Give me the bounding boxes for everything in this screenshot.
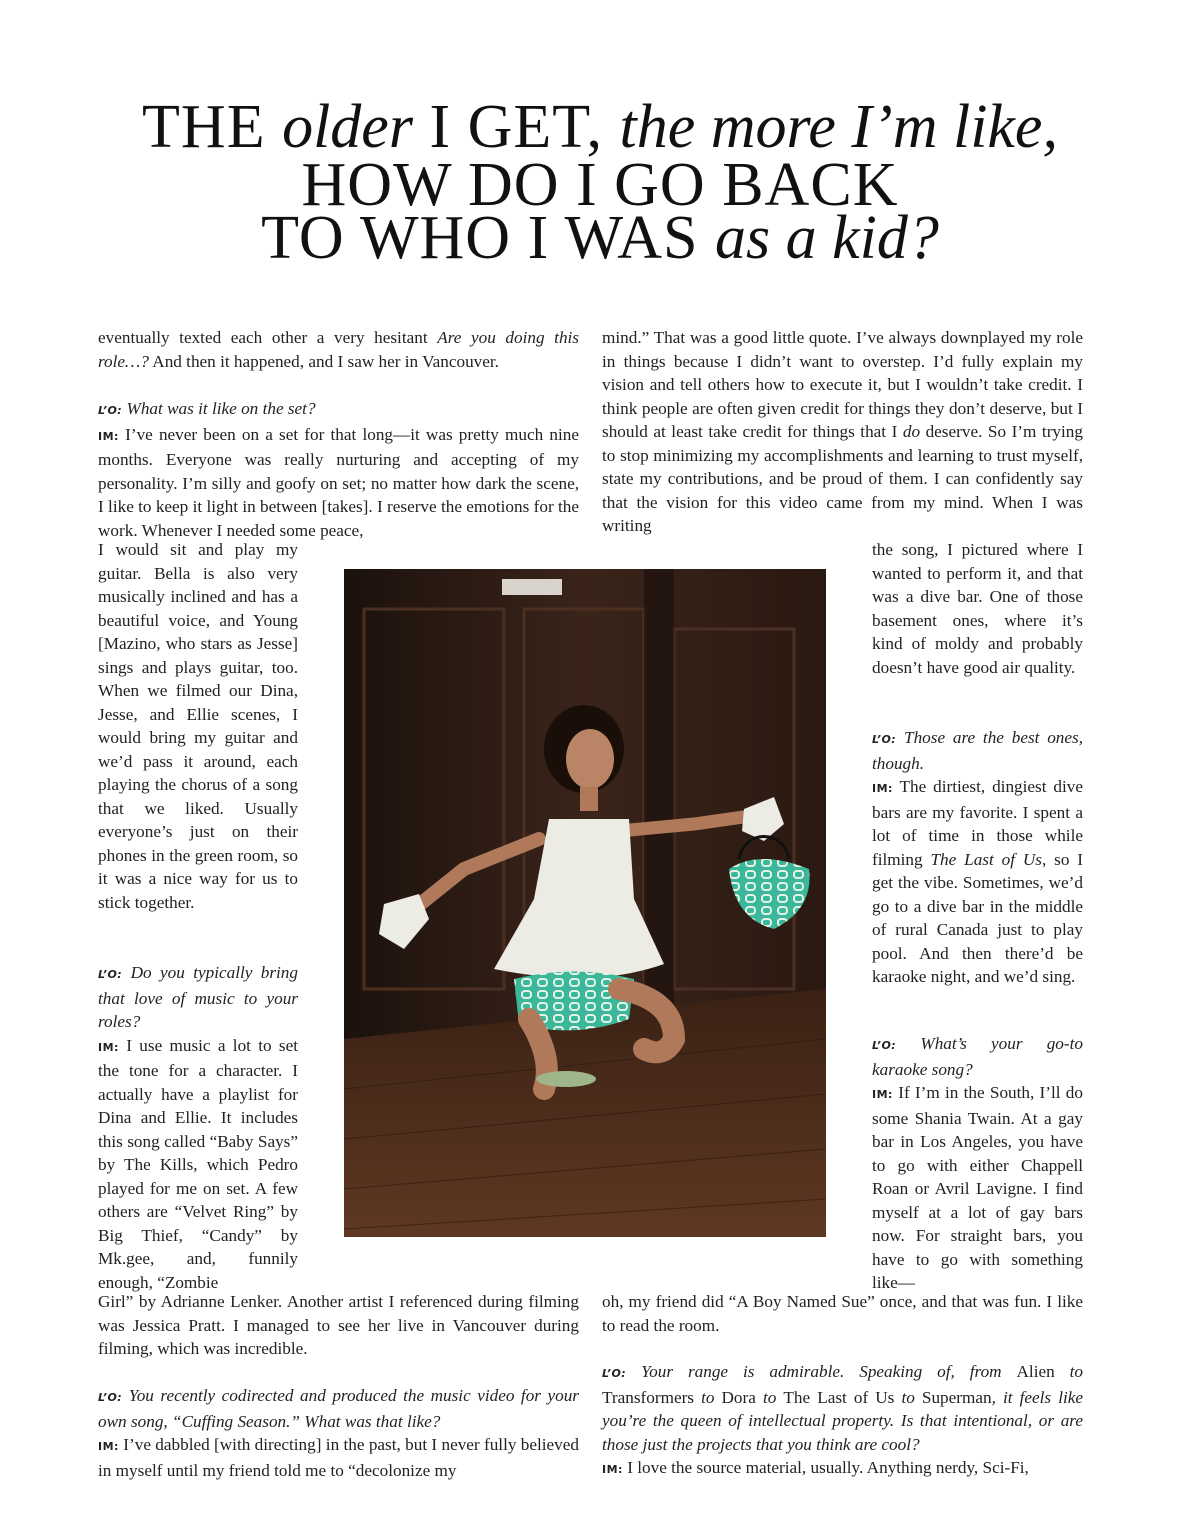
lo-label: L’O: bbox=[872, 733, 897, 746]
shoe bbox=[536, 1071, 596, 1087]
col1-answer-cont: Girl” by Adrianne Lenker. Another artist I referenced during filming was Jessica Pratt. I managed to see her live in Vancouver during filming, which was incredible. bbox=[98, 1292, 579, 1358]
col1-qa-set: L’O: What was it like on the set? IM: I’ve never been on a set for that long—it was pretty much nine months. Everyone was really nurturing and accepting of my personality. I’m silly and goofy on set; no matter how dark the scene, I like to keep it light in between [takes]. I reserve the emotions for the work. Whenever I needed some peace, bbox=[98, 399, 579, 540]
col2-qa-ip: L’O: Your range is admirable. Speaking of, from Alien to Transformers to Dora to The Last of Us to Superman, it feels like you’re the queen of intellectual property. Is that intentional, or are those just the projects that you think are cool? IM: I love the source material, usually. Anything nerdy, Sci-Fi, bbox=[602, 1362, 1084, 1477]
col1-qa-music: L’O: Do you typically bring that love of music to your roles? IM: I use music a lot to set the tone for a character. I actually have a playlist for Dina and Ellie. It includes this song called “Baby Says” by The Kills, which Pedro played for me on set. A few others are “Velvet Ring” by Big Thief, “Candy” by Mk.gee, and, funnily enough, “Zombie bbox=[98, 963, 298, 1292]
col1-intro: eventually texted each other a very hesitant Are you doing this role…? And then it happened, and I saw her in Vancouver. bbox=[98, 328, 579, 371]
col2-answer-wrap: the song, I pictured where I wanted to perform it, and that was a dive bar. One of those basement ones, where it’s kind of moldy and probably doesn’t have good air quality. bbox=[872, 540, 1083, 677]
lo-label: L’O: bbox=[98, 404, 123, 417]
col2-qa-karaoke: L’O: What’s your go-to karaoke song? IM: If I’m in the South, I’ll do some Shania Twain. At a gay bar in Los Angeles, you have to go with either Chappell Roan or Avril Lavigne. I find myself at a lot of gay bars now. For straight bars, you have to go with something like— bbox=[872, 1034, 1083, 1292]
lo-label: L’O: bbox=[602, 1367, 627, 1380]
lo-label: L’O: bbox=[98, 968, 123, 981]
im-label: IM: bbox=[602, 1463, 623, 1476]
col2-qa-divebars: L’O: Those are the best ones, though. IM: The dirtiest, dingiest dive bars are my favorite. I spent a lot of time in those while filming The Last of Us, so I get the vibe. Sometimes, we’d go to a dive bar in the middle of rural Canada just to play pool. And then there’d be karaoke night, and we’d sing. bbox=[872, 728, 1084, 986]
neck bbox=[580, 787, 598, 811]
ceiling-light bbox=[502, 579, 562, 595]
col2-answer-cont: oh, my friend did “A Boy Named Sue” once, and that was fun. I like to read the room. bbox=[602, 1292, 1083, 1335]
col2-intro: mind.” That was a good little quote. I’ve always downplayed my role in things because I didn’t want to overstep. I’d fully explain my vision and tell others how to execute it, but I wouldn’t take credit. I think people are often given credit for things they don’t deserve, but I should at least take credit for things that I do deserve. So I’m trying to stop minimizing my accomplishments and learning to trust myself, state my contributions, and be proud of them. I can confidently say that the vision for this video came from my mind. When I was writing bbox=[602, 328, 1083, 535]
col1-qa-video: L’O: You recently codirected and produced the music video for your own song, “Cuffing Season.” What was that like? IM: I’ve dabbled [with directing] in the past, but I never fully believed in myself until my friend told me to “decolonize my bbox=[98, 1386, 580, 1480]
im-label: IM: bbox=[872, 1088, 893, 1101]
headline-line-1: THE older I GET, the more I’m like, bbox=[142, 93, 1058, 161]
portrait-photo bbox=[344, 569, 826, 1237]
lo-label: L’O: bbox=[872, 1039, 897, 1052]
im-label: IM: bbox=[872, 782, 893, 795]
im-label: IM: bbox=[98, 429, 119, 443]
portrait-illustration bbox=[344, 569, 826, 1237]
im-label: IM: bbox=[98, 1440, 119, 1453]
im-label: IM: bbox=[98, 1040, 119, 1054]
headline-line-3: TO WHO I WAS as a kid? bbox=[261, 204, 939, 272]
col1-answer-wrap: I would sit and play my guitar. Bella is also very musically inclined and has a beautiful voice, and Young [Mazino, who stars as Jesse] sings and plays guitar, too. When we filmed our Dina, Jesse, and Ellie scenes, I would bring my guitar and we’d pass it around, each playing the chorus of a song that we liked. Usually everyone’s just on their phones in the green room, so it was a nice way for us to stick together. bbox=[98, 540, 298, 912]
face bbox=[566, 729, 614, 789]
headline-line-2: HOW DO I GO BACK bbox=[301, 151, 899, 219]
lo-label: L’O: bbox=[98, 1391, 123, 1404]
